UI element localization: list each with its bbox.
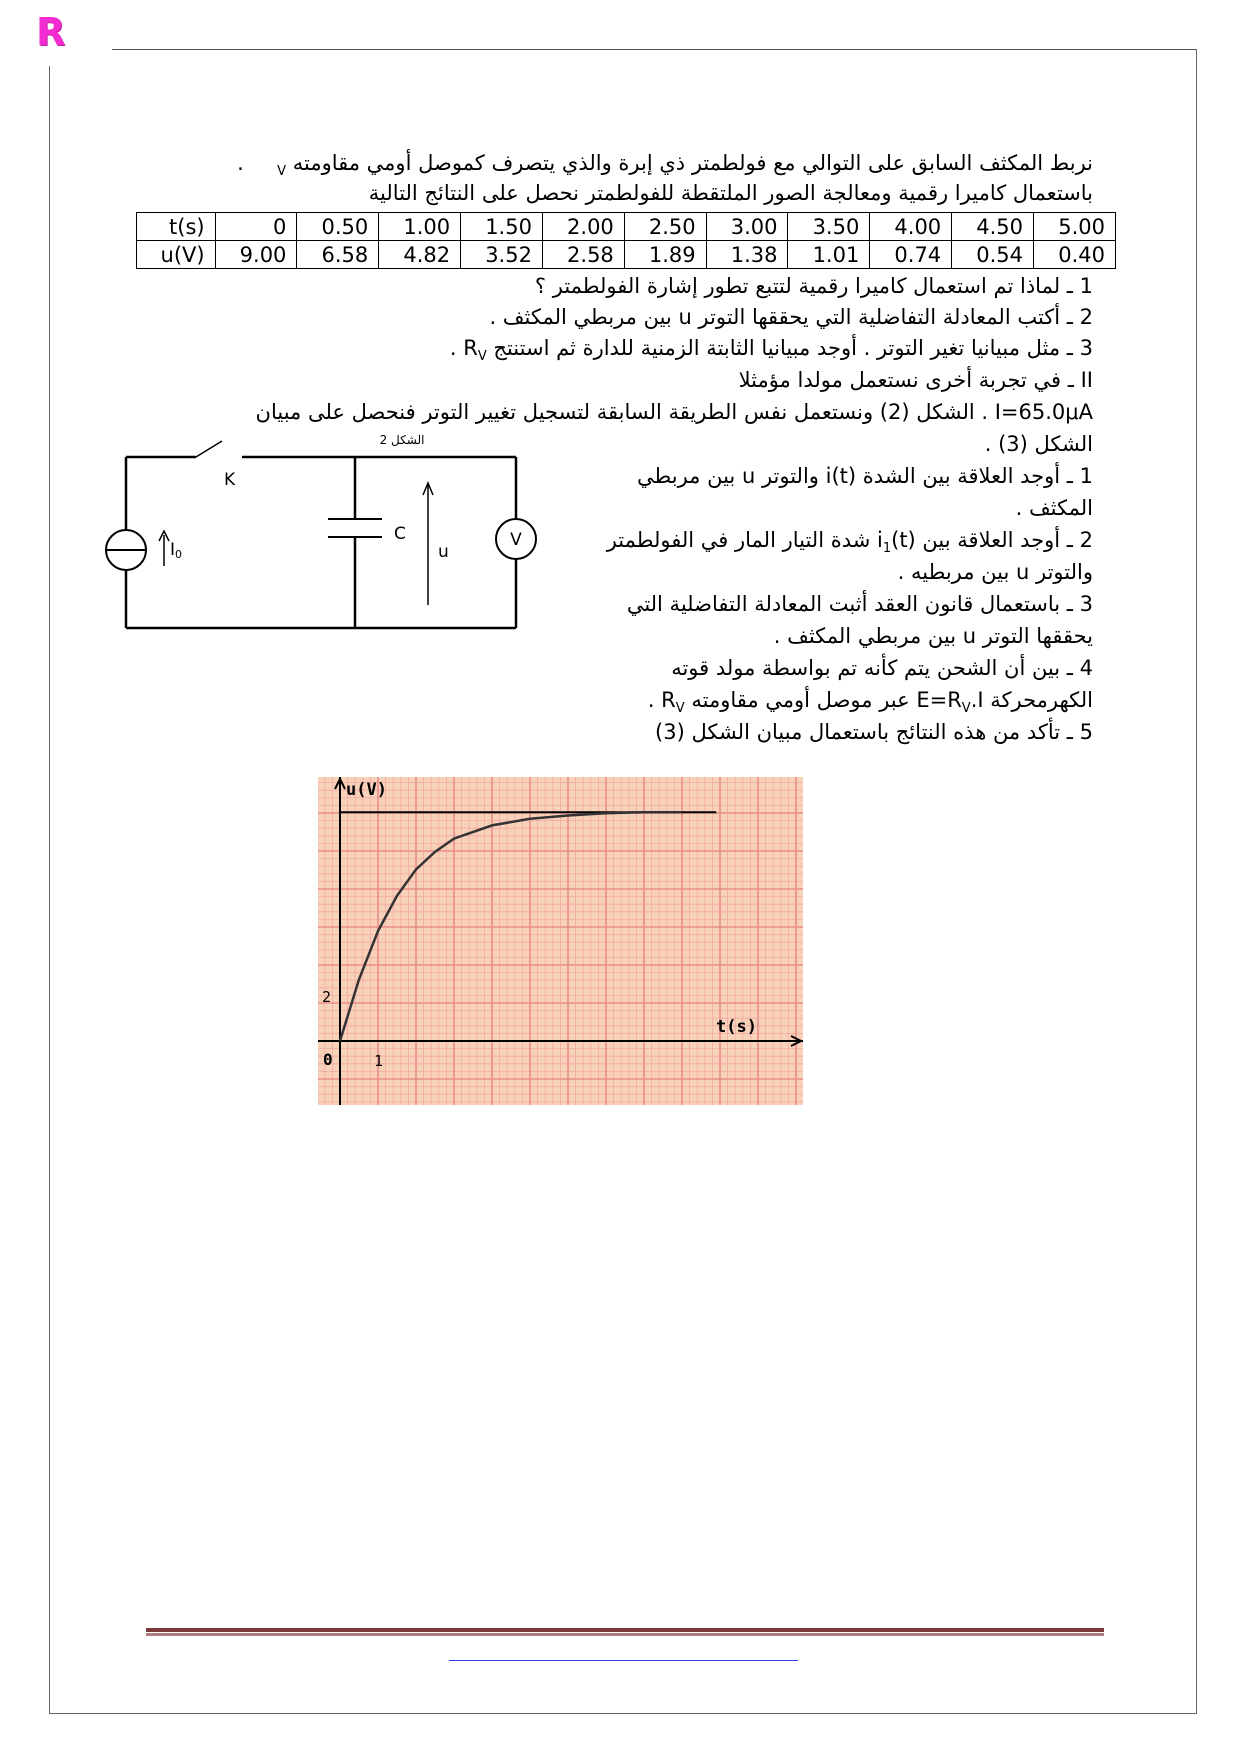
y-axis-label: u(V) — [346, 780, 387, 800]
switch-label: K — [224, 470, 236, 490]
table-row-voltage — [137, 241, 1116, 269]
table-cell: 4.82 — [379, 241, 461, 269]
table-cell: 3.52 — [461, 241, 543, 269]
question-1: 1 ـ لماذا تم استعمال كاميرا رقمية لتتبع تطور إشارة الفولطمتر ؟ — [534, 274, 1093, 298]
table-cell: 1.38 — [706, 241, 788, 269]
part-ii-q3-cont: يحققها التوتر u بين مربطي المكثف . — [773, 624, 1093, 648]
part-ii-q4: 4 ـ بين أن الشحن يتم كأنه تم بواسطة مولد قوته — [671, 656, 1093, 680]
table-cell: 0 — [215, 213, 297, 241]
results-table — [136, 212, 1116, 269]
table-cell: 0.40 — [1034, 241, 1116, 269]
logo: R — [36, 10, 66, 54]
frame-left — [49, 66, 50, 1714]
part-ii-heading: II ـ في تجربة أخرى نستعمل مولدا مؤمثلا — [738, 368, 1093, 392]
question-3: 3 ـ مثل مبيانيا تغير التوتر . أوجد مبيانيا الثابتة الزمنية للدارة ثم استنتج $R_V$ . — [449, 336, 1093, 364]
origin-label: 0 — [323, 1050, 333, 1069]
part-ii-q3: 3 ـ باستعمال قانون العقد أثبت المعادلة التفاضلية التي — [626, 592, 1093, 616]
table-cell: 9.00 — [215, 241, 297, 269]
header-rule — [112, 49, 1196, 50]
circuit-caption: الشكل 2 — [379, 433, 425, 447]
table-row-time — [137, 213, 1116, 241]
table-cell: 1.01 — [788, 241, 870, 269]
table-cell: 2.00 — [542, 213, 624, 241]
question-2: 2 ـ أكتب المعادلة التفاضلية التي يحققها التوتر u بين مربطي المكثف . — [489, 305, 1093, 329]
footer-rule-light — [146, 1633, 1104, 1636]
intro-line-2: باستعمال كاميرا رقمية ومعالجة الصور الملتقطة للفولطمتر نحصل على النتائج التالية — [368, 181, 1093, 205]
voltage-label: u — [438, 542, 449, 562]
table-cell: 4.00 — [870, 213, 952, 241]
x-axis-label: t(s) — [716, 1017, 757, 1037]
table-cell: 0.54 — [952, 241, 1034, 269]
voltmeter-label: V — [510, 530, 522, 550]
part-ii-q2-cont: والتوتر u بين مربطيه . — [897, 560, 1093, 584]
y-tick-label: 2 — [322, 988, 332, 1006]
table-cell: 1.50 — [461, 213, 543, 241]
part-ii-q1: 1 ـ أوجد العلاقة بين الشدة i(t) والتوتر u بين مربطي — [637, 464, 1093, 488]
part-ii-q5: 5 ـ تأكد من هذه النتائج باستعمال مبيان الشكل (3) — [655, 720, 1093, 744]
charging-curve-chart — [318, 777, 803, 1105]
table-cell: 5.00 — [1034, 213, 1116, 241]
part-ii-line-2: I=65.0μA . الشكل (2) ونستعمل نفس الطريقة السابقة لتسجيل تغيير التوتر فنحصل على مبيان — [255, 400, 1093, 424]
table-cell: 0.74 — [870, 241, 952, 269]
table-cell: 6.58 — [297, 241, 379, 269]
part-ii-q2: 2 ـ أوجد العلاقة بين $i_1(t)$ شدة التيار المار في الفولطمتر — [606, 528, 1093, 556]
table-cell: 2.58 — [542, 241, 624, 269]
row-label-t: t(s) — [137, 213, 216, 241]
table-cell: 1.00 — [379, 213, 461, 241]
capacitor-label: C — [394, 524, 406, 544]
footer-link-underline[interactable] — [449, 1660, 798, 1661]
table-cell: 4.50 — [952, 213, 1034, 241]
frame-bottom — [49, 1713, 1197, 1714]
source-label: I0 — [170, 540, 183, 561]
table-cell: 0.50 — [297, 213, 379, 241]
switch-blade — [196, 441, 222, 457]
table-cell: 3.00 — [706, 213, 788, 241]
circuit-diagram — [96, 433, 556, 648]
table-cell: 3.50 — [788, 213, 870, 241]
part-ii-line-3: الشكل (3) . — [984, 432, 1093, 456]
footer-rule-dark — [146, 1628, 1104, 1632]
x-tick-label: 1 — [374, 1052, 384, 1070]
part-ii-q4-cont: الكهرمحركة $E=R_V.I$ عبر موصل أومي مقاومته $R_V$ . — [647, 688, 1093, 716]
table-cell: 2.50 — [624, 213, 706, 241]
intro-line-1: نربط المكثف السابق على التوالي مع فولطمتر ذي إبرة والذي يتصرف كموصل أومي مقاومته $_V$ . — [237, 151, 1093, 179]
part-ii-q1-cont: المكثف . — [1015, 496, 1093, 520]
table-cell: 1.89 — [624, 241, 706, 269]
row-label-u: u(V) — [137, 241, 216, 269]
frame-right — [1196, 49, 1197, 1714]
